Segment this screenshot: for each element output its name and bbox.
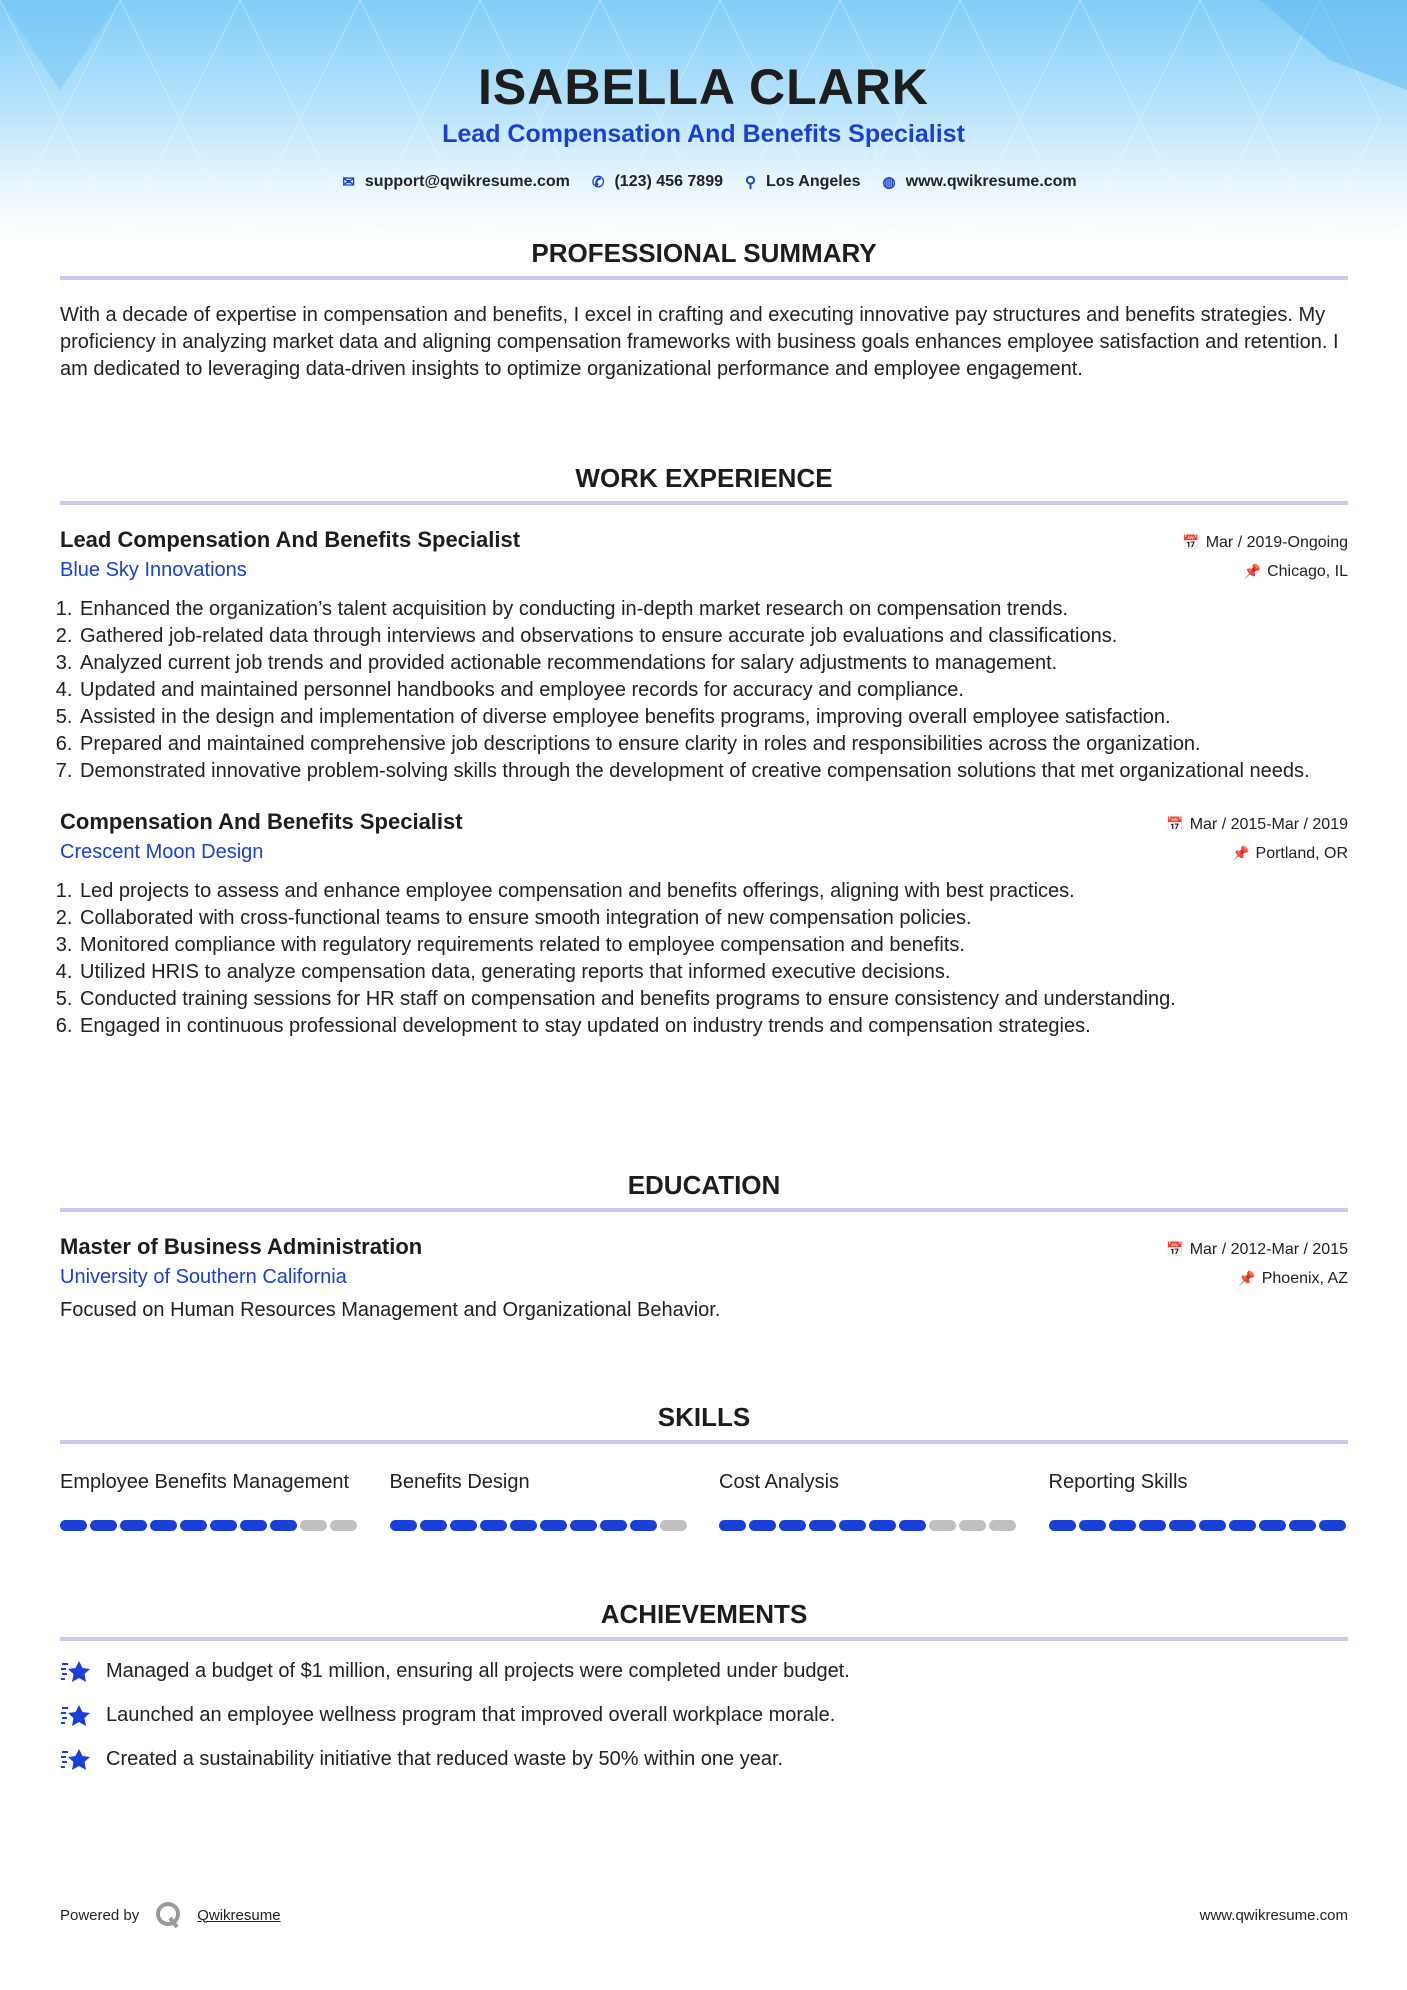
bullet: 1. Enhanced the organization’s talent acquisition by conducting in-depth market research on compensation trends.	[78, 596, 1348, 623]
skill-level-segment	[540, 1520, 567, 1531]
bullet: 5. Conducted training sessions for HR staff on compensation and benefits programs to ensure consistency and understanding.	[78, 986, 1348, 1013]
skill-item	[1049, 1468, 1349, 1531]
skill-level-segment	[240, 1520, 267, 1531]
pin-icon: 📌	[1232, 845, 1250, 861]
footer	[60, 1900, 1348, 1930]
location-text: Los Angeles	[766, 173, 861, 190]
summary-section	[60, 238, 1348, 383]
achievement-item	[60, 1745, 1348, 1773]
skill-name: Cost Analysis	[719, 1471, 840, 1493]
skill-name: Reporting Skills	[1048, 1471, 1188, 1493]
skill-level-segment	[809, 1520, 836, 1531]
contact-bar	[0, 173, 1407, 191]
summary-text: With a decade of expertise in compensation and benefits, I excel in crafting and executing innovative pay structures and benefits strategies. My proficiency in analyzing market data and aligning compensation frameworks with business goals enhances employee satisfaction and retention. I am dedicated to leveraging data-driven insights to optimize organizational performance and employee engagement.	[60, 304, 1339, 380]
skill-level-segment	[749, 1520, 776, 1531]
skill-level-bar	[1049, 1520, 1349, 1531]
calendar-icon: 📅	[1166, 816, 1184, 832]
calendar-icon: 📅	[1166, 1241, 1184, 1257]
skill-level-bar	[719, 1520, 1019, 1531]
bullet: 4. Updated and maintained personnel handbooks and employee records for accuracy and compliance.	[78, 677, 1348, 704]
job-title: Compensation And Benefits Specialist	[60, 809, 463, 834]
skill-level-segment	[779, 1520, 806, 1531]
job-dates: Mar / 2019-Ongoing	[1205, 534, 1348, 551]
section-divider	[60, 1208, 1348, 1212]
powered-by-label: Powered by	[60, 1906, 140, 1924]
skill-level-segment	[959, 1520, 986, 1531]
location-pin-icon: ⚲	[745, 174, 756, 191]
skill-level-segment	[570, 1520, 597, 1531]
skills-section	[60, 1402, 1348, 1531]
pin-icon: 📌	[1238, 1270, 1256, 1286]
skill-level-segment	[1079, 1520, 1106, 1531]
achievements-section	[60, 1599, 1348, 1773]
achievement-item	[60, 1657, 1348, 1685]
achievement-text: Managed a budget of $1 million, ensuring all projects were completed under budget.	[106, 1659, 850, 1682]
bullet: 2. Collaborated with cross-functional teams to ensure smooth integration of new compensation policies.	[78, 905, 1348, 932]
skill-level-segment	[270, 1520, 297, 1531]
skill-item	[60, 1468, 360, 1531]
skill-level-segment	[450, 1520, 477, 1531]
skill-level-segment	[90, 1520, 117, 1531]
footer-website[interactable]: www.qwikresume.com	[1199, 1906, 1348, 1924]
skill-level-segment	[1139, 1520, 1166, 1531]
skill-name: Benefits Design	[389, 1471, 530, 1493]
job-bullets	[78, 596, 1348, 785]
skill-level-segment	[330, 1520, 357, 1531]
achievement-item	[60, 1701, 1348, 1729]
website-link[interactable]: www.qwikresume.com	[905, 173, 1077, 190]
skill-level-segment	[989, 1520, 1016, 1531]
header-banner	[0, 0, 1407, 240]
qwikresume-link[interactable]: Qwikresume	[197, 1906, 281, 1924]
education-section	[60, 1170, 1348, 1324]
bullet: 1. Led projects to assess and enhance employee compensation and benefits offerings, aligning with best practices.	[78, 878, 1348, 905]
star-icon	[60, 1658, 92, 1684]
email-icon: ✉	[342, 174, 355, 191]
bullet: 2. Gathered job-related data through interviews and observations to ensure accurate job evaluations and classifications.	[78, 623, 1348, 650]
bullet: 5. Assisted in the design and implementation of diverse employee benefits programs, improving overall employee satisfaction.	[78, 704, 1348, 731]
skill-level-segment	[839, 1520, 866, 1531]
company-name[interactable]: Crescent Moon Design	[60, 841, 264, 863]
degree-title: Master of Business Administration	[60, 1234, 423, 1259]
bullet: 6. Prepared and maintained comprehensive job descriptions to ensure clarity in roles and responsibilities across the organization.	[78, 731, 1348, 758]
phone-icon: ✆	[591, 174, 605, 191]
skill-level-segment	[150, 1520, 177, 1531]
skill-level-segment	[1049, 1520, 1076, 1531]
skill-level-segment	[660, 1520, 687, 1531]
skill-level-segment	[630, 1520, 657, 1531]
section-heading: ACHIEVEMENTS	[600, 1599, 808, 1629]
bullet: 4. Utilized HRIS to analyze compensation data, generating reports that informed executive decisions.	[78, 959, 1348, 986]
edu-location: Phoenix, AZ	[1261, 1270, 1348, 1287]
school-name[interactable]: University of Southern California	[60, 1266, 347, 1288]
candidate-name: ISABELLA CLARK	[477, 59, 929, 115]
star-icon	[60, 1702, 92, 1728]
skill-level-segment	[180, 1520, 207, 1531]
edu-dates: Mar / 2012-Mar / 2015	[1189, 1241, 1348, 1258]
skill-level-segment	[929, 1520, 956, 1531]
company-name[interactable]: Blue Sky Innovations	[60, 559, 247, 581]
section-divider	[60, 1440, 1348, 1444]
job-title: Lead Compensation And Benefits Specialist	[60, 527, 521, 552]
bullet: 6. Engaged in continuous professional development to stay updated on industry trends and compensation strategies.	[78, 1013, 1348, 1040]
skill-level-segment	[1319, 1520, 1346, 1531]
edu-description: Focused on Human Resources Management and Organizational Behavior.	[60, 1299, 721, 1321]
skill-level-segment	[300, 1520, 327, 1531]
work-section	[60, 463, 1348, 1040]
bullet: 7. Demonstrated innovative problem-solving skills through the development of creative compensation solutions that met organizational needs.	[78, 758, 1348, 785]
skill-level-segment	[60, 1520, 87, 1531]
bullet: 3. Monitored compliance with regulatory requirements related to employee compensation and benefits.	[78, 932, 1348, 959]
job-entry	[60, 527, 1348, 785]
skill-level-segment	[420, 1520, 447, 1531]
email-link[interactable]: support@qwikresume.com	[364, 173, 570, 190]
job-bullets	[78, 878, 1348, 1040]
section-divider	[60, 1637, 1348, 1641]
skill-level-segment	[390, 1520, 417, 1531]
section-heading: WORK EXPERIENCE	[575, 463, 833, 493]
job-dates: Mar / 2015-Mar / 2019	[1189, 816, 1348, 833]
skill-level-bar	[390, 1520, 690, 1531]
job-location: Portland, OR	[1255, 845, 1348, 862]
skill-level-segment	[510, 1520, 537, 1531]
skill-item	[390, 1468, 690, 1531]
phone-text: (123) 456 7899	[614, 173, 723, 190]
globe-icon: ◍	[882, 174, 896, 191]
skill-item	[719, 1468, 1019, 1531]
skill-name: Employee Benefits Management	[60, 1471, 350, 1493]
skill-level-segment	[869, 1520, 896, 1531]
skill-level-bar	[60, 1520, 360, 1531]
skill-level-segment	[600, 1520, 627, 1531]
calendar-icon: 📅	[1182, 534, 1200, 550]
section-heading: SKILLS	[657, 1402, 751, 1432]
skill-level-segment	[120, 1520, 147, 1531]
qwikresume-logo-icon	[153, 1900, 183, 1930]
skill-level-segment	[1289, 1520, 1316, 1531]
star-icon	[60, 1746, 92, 1772]
skill-level-segment	[1109, 1520, 1136, 1531]
candidate-title: Lead Compensation And Benefits Specialist	[442, 120, 965, 148]
job-location: Chicago, IL	[1267, 563, 1348, 580]
pin-icon: 📌	[1243, 563, 1262, 579]
skill-level-segment	[899, 1520, 926, 1531]
skill-level-segment	[1229, 1520, 1256, 1531]
bullet: 3. Analyzed current job trends and provided actionable recommendations for salary adjustments to management.	[78, 650, 1348, 677]
skill-level-segment	[1259, 1520, 1286, 1531]
achievement-text: Created a sustainability initiative that reduced waste by 50% within one year.	[106, 1747, 784, 1770]
skill-level-segment	[1199, 1520, 1226, 1531]
section-heading: EDUCATION	[627, 1170, 781, 1200]
section-divider	[60, 501, 1348, 505]
skill-level-segment	[480, 1520, 507, 1531]
achievement-text: Launched an employee wellness program that improved overall workplace morale.	[106, 1703, 836, 1726]
section-heading: PROFESSIONAL SUMMARY	[531, 238, 877, 268]
section-divider	[60, 276, 1348, 280]
skill-level-segment	[210, 1520, 237, 1531]
job-entry	[60, 809, 1348, 1040]
skill-level-segment	[1169, 1520, 1196, 1531]
skill-level-segment	[719, 1520, 746, 1531]
